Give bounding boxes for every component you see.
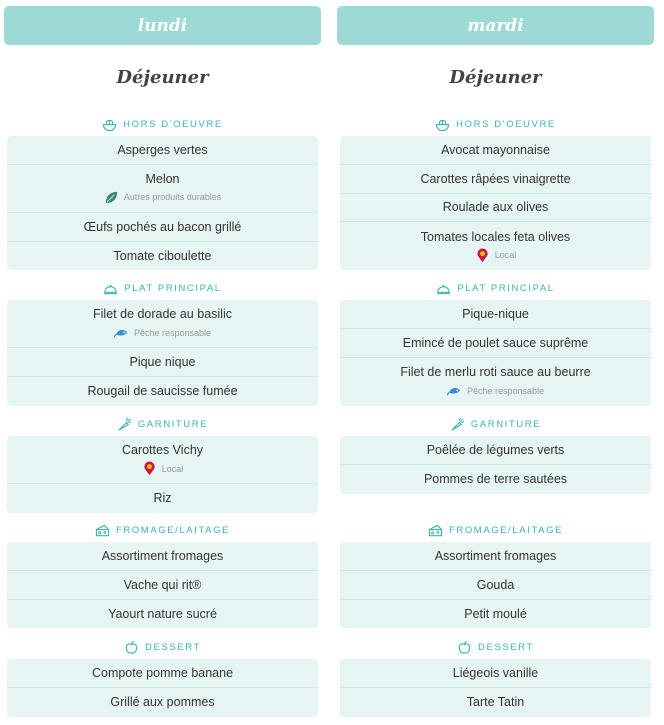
- dish-item: [7, 571, 318, 600]
- dish-list: [340, 542, 651, 628]
- meal-title: Déjeuner: [449, 67, 542, 88]
- dish-list: [340, 436, 651, 494]
- dish-name: Avocat mayonnaise: [441, 142, 550, 157]
- cloche-icon: [103, 281, 118, 296]
- dish-item: [340, 659, 651, 688]
- section-title: FROMAGE/LAITAGE: [115, 524, 231, 536]
- dish-name: Petit moulé: [464, 606, 527, 621]
- section-title: FROMAGE/LAITAGE: [448, 524, 564, 536]
- fish-icon: [114, 325, 129, 340]
- day-header[interactable]: lundi: [4, 6, 321, 45]
- dish-list: [7, 136, 318, 270]
- section-title: DESSERT: [145, 641, 201, 653]
- day-column-lundi: [4, 6, 321, 710]
- dish-name: Poêlée de légumes verts: [426, 442, 565, 457]
- dish-item: [7, 165, 318, 213]
- salad-bowl-icon: [435, 117, 450, 132]
- apple-icon: [457, 640, 472, 655]
- dish-item: [340, 358, 651, 406]
- dish-list: [340, 136, 651, 270]
- dish-name: Assortiment fromages: [434, 548, 557, 563]
- dish-item: [340, 465, 651, 494]
- meal-title: Déjeuner: [116, 67, 209, 88]
- salad-bowl-icon: [102, 117, 117, 132]
- dish-name: Tarte Tatin: [466, 695, 525, 710]
- dish-item: [340, 571, 651, 600]
- section-garniture: [7, 414, 318, 513]
- section-hors-doeuvre: [340, 114, 651, 270]
- dish-name: Pique-nique: [462, 306, 529, 321]
- section-garniture: [340, 414, 651, 494]
- dish-list: [7, 300, 318, 406]
- section-hors-doeuvre: [7, 114, 318, 270]
- dish-item: [7, 542, 318, 571]
- dish-label: Local: [494, 250, 517, 261]
- location-pin-icon: [142, 461, 157, 476]
- dish-item: [340, 136, 651, 165]
- dish-name: Roulade aux olives: [442, 200, 549, 215]
- dish-item: [340, 165, 651, 194]
- dish-item: [7, 600, 318, 629]
- section-title: DESSERT: [478, 641, 534, 653]
- dish-name: Pommes de terre sautées: [423, 472, 568, 487]
- dish-item: [7, 136, 318, 165]
- dish-item: [340, 329, 651, 358]
- dish-list: [7, 436, 318, 513]
- section-title: HORS D'OEUVRE: [456, 118, 556, 130]
- dish-list: [7, 542, 318, 628]
- dish-item: [7, 659, 318, 688]
- section-title: PLAT PRINCIPAL: [124, 282, 222, 294]
- section-title: GARNITURE: [470, 418, 542, 430]
- dish-label: Local: [161, 463, 184, 474]
- dish-name: Melon: [145, 171, 180, 186]
- dish-item: [340, 436, 651, 465]
- day-column-mardi: [337, 6, 654, 710]
- section-dessert: [7, 637, 318, 717]
- dish-item: [340, 542, 651, 571]
- carrot-icon: [117, 417, 132, 432]
- fish-icon: [447, 383, 462, 398]
- dish-item: [7, 436, 318, 484]
- dish-name: Tomates locales feta olives: [420, 229, 571, 244]
- dish-item: [340, 600, 651, 629]
- dish-name: Emincé de poulet sauce suprême: [402, 335, 589, 350]
- dish-name: Riz: [153, 491, 172, 506]
- dish-item: [340, 222, 651, 270]
- dish-item: [7, 300, 318, 348]
- cheese-icon: [428, 523, 443, 538]
- dish-list: [7, 659, 318, 717]
- dish-item: [7, 688, 318, 717]
- dish-name: Gouda: [476, 577, 515, 592]
- carrot-icon: [450, 417, 465, 432]
- dish-name: Assortiment fromages: [101, 548, 224, 563]
- dish-list: [340, 659, 651, 717]
- dish-name: Rougail de saucisse fumée: [87, 384, 238, 399]
- apple-icon: [124, 640, 139, 655]
- dish-label: Pêche responsable: [466, 385, 545, 396]
- section-dessert: [340, 637, 651, 717]
- section-fromage-laitage: [340, 520, 651, 628]
- cloche-icon: [436, 281, 451, 296]
- dish-label: Pêche responsable: [133, 327, 212, 338]
- dish-name: Filet de dorade au basilic: [93, 307, 232, 321]
- dish-name: Carottes Vichy: [121, 443, 204, 457]
- dish-name: Tomate ciboulette: [113, 248, 212, 263]
- section-title: GARNITURE: [137, 418, 209, 430]
- section-title: PLAT PRINCIPAL: [457, 282, 555, 294]
- dish-name: Grillé aux pommes: [110, 695, 215, 710]
- dish-name: Liégeois vanille: [452, 665, 539, 680]
- dish-name: Filet de merlu roti sauce au beurre: [400, 365, 591, 380]
- dish-item: [7, 242, 318, 271]
- dish-list: [340, 300, 651, 406]
- section-plat-principal: [7, 278, 318, 406]
- dish-item: [7, 484, 318, 513]
- dish-name: Asperges vertes: [117, 142, 208, 157]
- cheese-icon: [95, 523, 110, 538]
- section-plat-principal: [340, 278, 651, 406]
- section-title: HORS D'OEUVRE: [123, 118, 223, 130]
- leaf-icon: [104, 190, 119, 205]
- dish-name: Compote pomme banane: [91, 665, 234, 680]
- dish-name: Yaourt nature sucré: [108, 606, 217, 621]
- location-pin-icon: [475, 248, 490, 263]
- dish-item: [7, 348, 318, 377]
- dish-name: Œufs pochés au bacon grillé: [83, 219, 242, 234]
- dish-item: [7, 377, 318, 406]
- dish-item: [340, 688, 651, 717]
- day-header[interactable]: mardi: [337, 6, 654, 45]
- dish-item: [340, 194, 651, 223]
- dish-name: Vache qui rit®: [123, 577, 202, 592]
- dish-label: Autres produits durables: [123, 192, 222, 203]
- section-fromage-laitage: [7, 520, 318, 628]
- dish-item: [7, 213, 318, 242]
- dish-item: [340, 300, 651, 329]
- dish-name: Pique nique: [129, 354, 196, 369]
- dish-name: Carottes râpées vinaigrette: [420, 171, 571, 186]
